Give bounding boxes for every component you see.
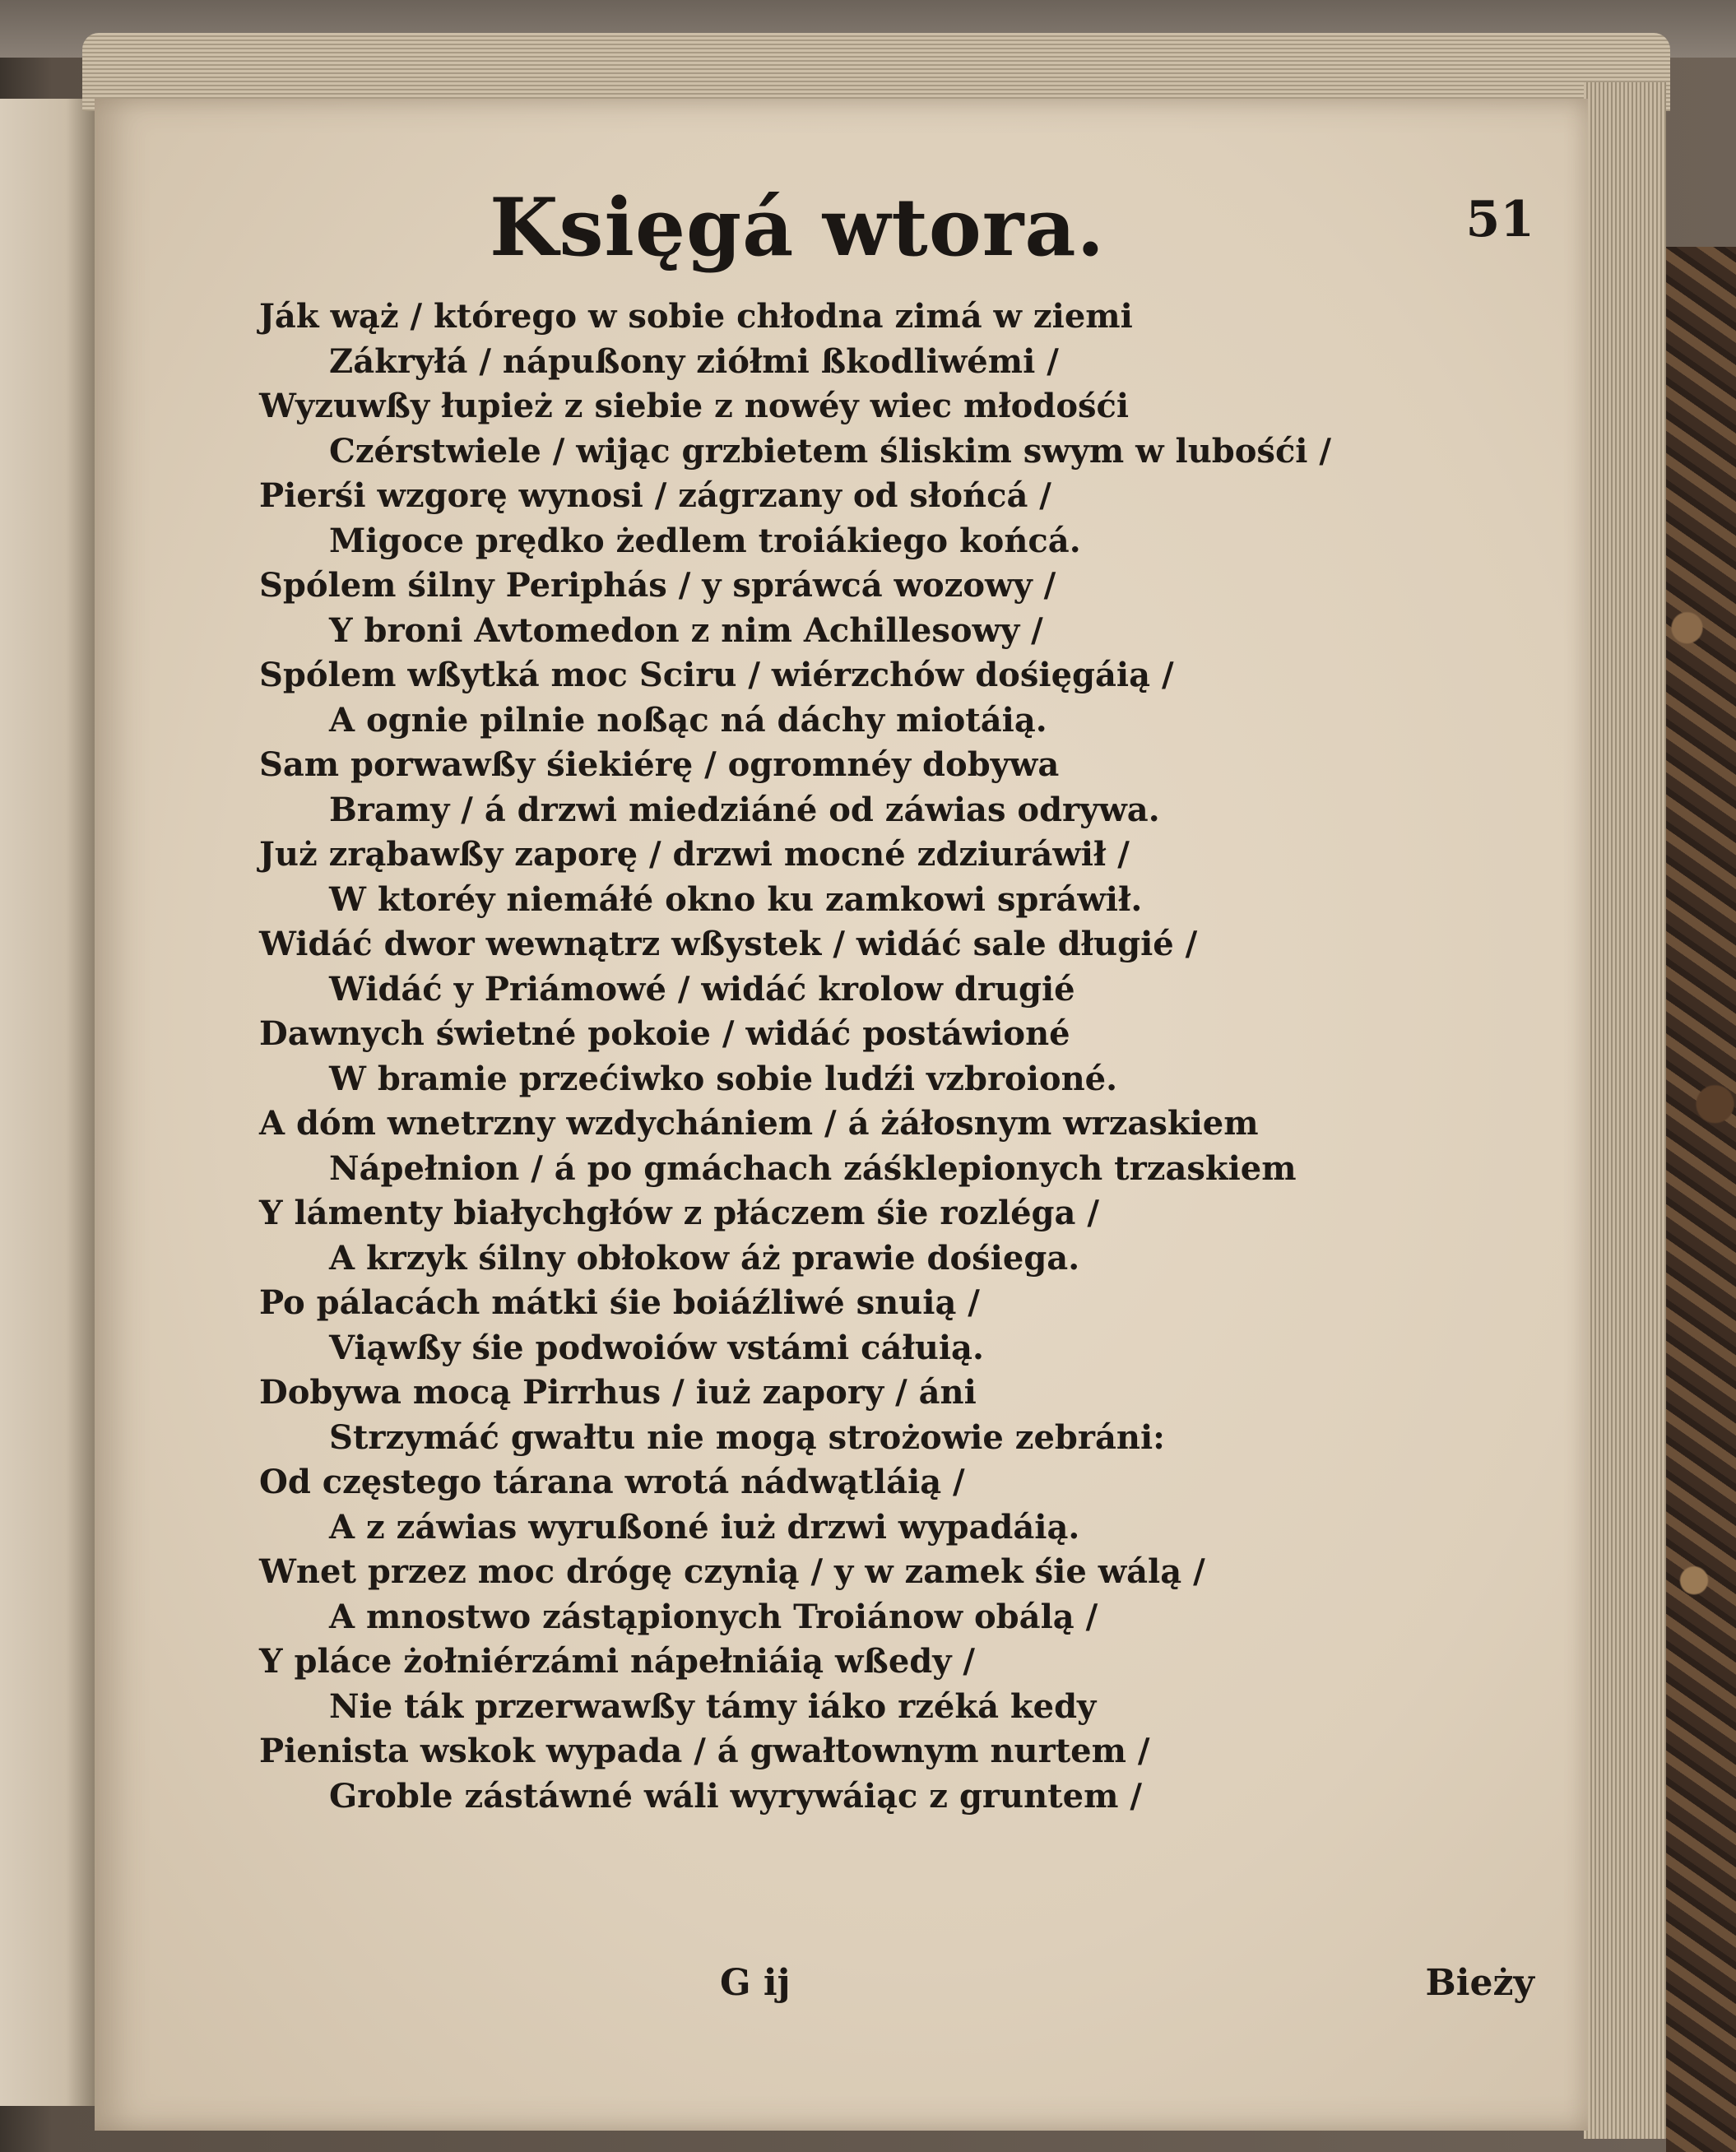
verse-line: A dóm wnetrzny wzdychániem / á żáłosnym wrzaskiem (259, 1104, 1259, 1143)
verse-line: A krzyk śilny obłokow áż prawie dośiega. (329, 1238, 1080, 1278)
verse-line: Dawnych świetné pokoie / widáć postáwioné (259, 1014, 1070, 1053)
verse-line: Ják wąż / którego w sobie chłodna zimá w ziemi (259, 297, 1133, 336)
page-header (490, 181, 1534, 304)
verse-line: Nie ták przerwawßy támy iáko rzéká kedy (329, 1686, 1097, 1726)
verse-line: Od częstego tárana wrotá nádwątláią / (259, 1463, 965, 1501)
verse-line: Pierśi wzgorę wynosi / zágrzany od słońcá / (259, 476, 1051, 515)
verse-line: Zákryłá / nápußony ziółmi ßkodliwémi / (329, 341, 1059, 381)
verse-line: Spólem wßytká moc Sciru / wiérzchów dośięgáią / (259, 656, 1174, 694)
verse-line: W ktoréy niemáłé okno ku zamkowi spráwił. (329, 879, 1143, 919)
verse-line: Po pálacách mátki śie boiáźliwé snuią / (259, 1283, 980, 1322)
verse-line: Wyzuwßy łupież z siebie z nowéy wiec młodośći (259, 387, 1130, 425)
verse-line: Strzymáć gwałtu nie mogą strożowie zebráni: (329, 1417, 1165, 1457)
page-edges-right (1584, 82, 1666, 2139)
verse-line: Nápełnion / á po gmáchach záśklepionych trzaskiem (329, 1148, 1297, 1188)
verse-line: Viąwßy śie podwoiów vstámi cáłuią. (329, 1328, 984, 1367)
verse-line: Bramy / á drzwi miedziáné od záwias odrywa. (329, 790, 1160, 829)
catchword: Bieży (1425, 1962, 1534, 2004)
marbled-cover (1666, 247, 1736, 2152)
verse-line: Migoce prędko żedlem troiákiego końcá. (329, 521, 1081, 560)
book-page (95, 99, 1588, 2131)
verse-line: Widáć dwor wewnątrz wßystek / widáć sale długié / (259, 925, 1198, 963)
verse-line: Widáć y Priámowé / widáć krolow drugié (329, 969, 1075, 1009)
signature-mark: G ij (720, 1962, 791, 2004)
verse-line: Y broni Avtomedon z nim Achillesowy / (329, 610, 1043, 650)
verse-line: A z záwias wyrußoné iuż drzwi wypadáią. (329, 1507, 1080, 1547)
page-number: 51 (1465, 191, 1534, 248)
verse-text (259, 295, 1332, 1819)
facing-page-edge (0, 99, 95, 2106)
verse-line: A ognie pilnie noßąc ná dáchy miotáią. (329, 700, 1047, 740)
verse-line: Wnet przez moc drógę czynią / y w zamek śie wálą / (259, 1552, 1205, 1591)
verse-line: Spólem śilny Periphás / y spráwcá wozowy / (259, 566, 1056, 605)
verse-line: Groble zástáwné wáli wyrywáiąc z gruntem / (329, 1776, 1142, 1816)
verse-line: Sam porwawßy śiekiérę / ogromnéy dobywa (259, 745, 1060, 784)
verse-line: W bramie przećiwko sobie ludźi vzbroioné. (329, 1059, 1118, 1098)
verse-line: Dobywa mocą Pirrhus / iuż zapory / áni (259, 1373, 977, 1412)
verse-line: Pienista wskok wypada / á gwałtownym nurtem / (259, 1732, 1150, 1770)
verse-line: Y pláce żołniérzámi nápełniáią wßedy / (259, 1642, 976, 1681)
verse-line: Czérstwiele / wijąc grzbietem śliskim swym w lubośći / (329, 431, 1332, 471)
verse-line: Już zrąbawßy zaporę / drzwi mocné zdziuráwił / (259, 835, 1130, 874)
page-footer (720, 1962, 1534, 2020)
verse-line: Y lámenty białychgłów z płáczem śie rozléga / (259, 1194, 1099, 1232)
verse-line: A mnostwo zástąpionych Troiánow obálą / (329, 1597, 1098, 1636)
running-head: Księgá wtora. (490, 181, 1105, 274)
